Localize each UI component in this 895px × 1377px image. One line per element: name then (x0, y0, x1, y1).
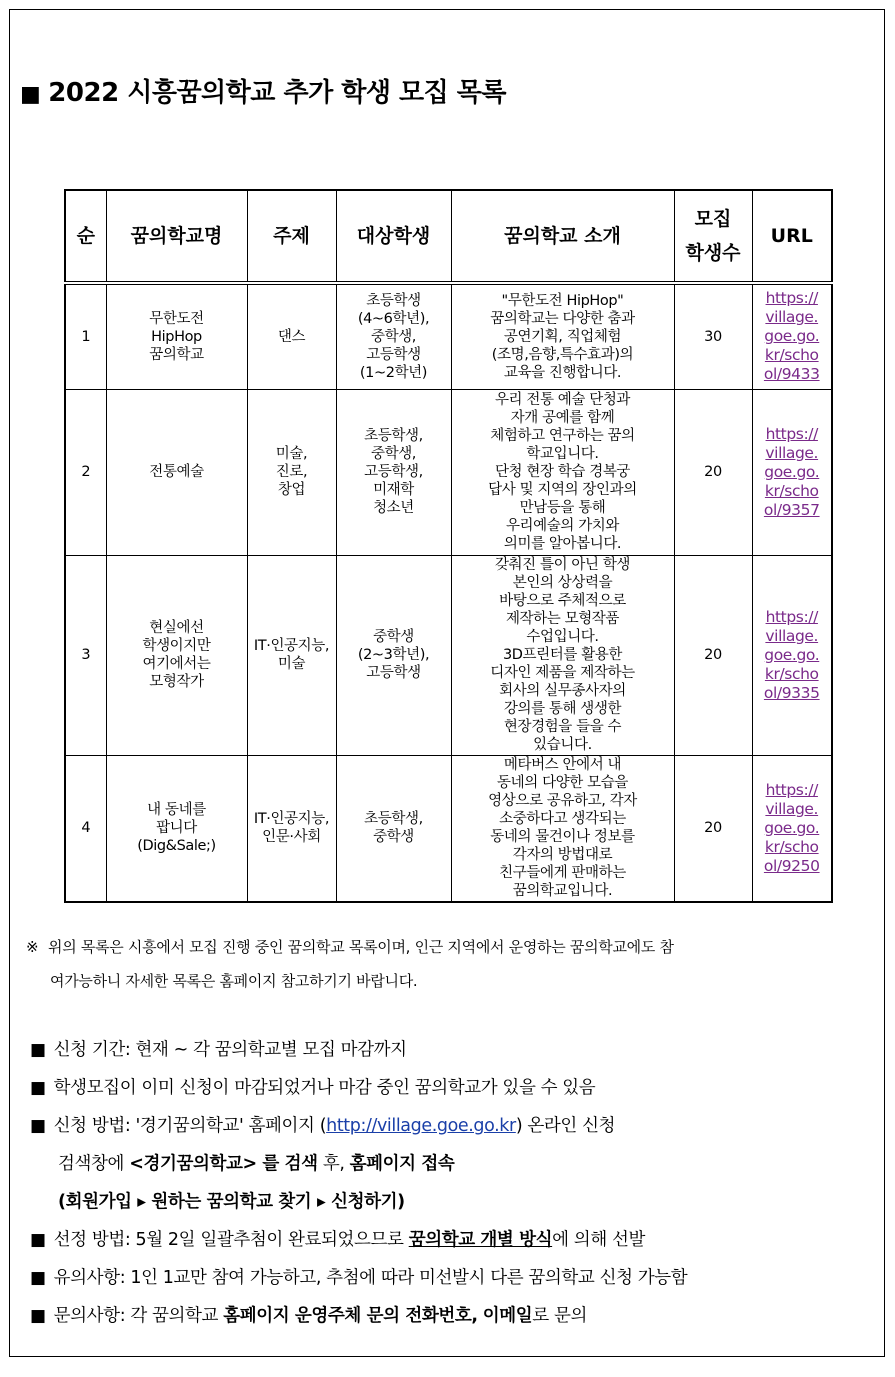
notice-text-2: 여가능하니 자세한 목록은 홈페이지 참고하기기 바랍니다. (50, 972, 418, 990)
school-url-link[interactable]: https:// village. goe.go. kr/scho ol/9335 (763, 607, 820, 702)
school-url-link[interactable]: https:// village. goe.go. kr/scho ol/9433 (763, 289, 820, 384)
school-url-link[interactable]: https:// village. goe.go. kr/scho ol/9357 (763, 424, 820, 519)
row-topic: 미술, 진로, 창업 (247, 389, 336, 555)
info-closing-text: 학생모집이 이미 신청이 마감되었거나 마감 중인 꿈의학교가 있을 수 있음 (53, 1078, 596, 1098)
school-url-link[interactable]: https:// village. goe.go. kr/scho ol/9250 (763, 780, 820, 875)
info-search-prefix: 검색창에 (58, 1154, 130, 1174)
info-selection-prefix: 선정 방법: 5월 2일 일괄추첨이 완료되었으므로 (53, 1230, 409, 1250)
table-row (65, 389, 832, 555)
row-count: 30 (674, 283, 752, 389)
header-no: 순 (65, 190, 106, 283)
row-target: 초등학생, 중학생, 고등학생, 미재학 청소년 (336, 389, 451, 555)
bullet-square-icon: ■ (30, 1040, 46, 1060)
table-header-row (65, 190, 832, 283)
table-row (65, 555, 832, 755)
info-caution-text: 유의사항: 1인 1교만 참여 가능하고, 추첨에 따라 미선발시 다른 꿈의학교 신청 가능함 (53, 1268, 688, 1288)
info-method-prefix: 신청 방법: '경기꿈의학교' 홈페이지 ( (53, 1116, 327, 1136)
bullet-square-icon: ■ (30, 1230, 46, 1250)
row-intro: 우리 전통 예술 단청과 자개 공예를 함께 체험하고 연구하는 꿈의 학교입니다. 단청 현장 학습 경복궁 답사 및 지역의 장인과의 만남등을 통해 우리예술의 가치와 의미를 알아봅니다. (451, 389, 674, 555)
info-selection (30, 1222, 875, 1260)
info-inquiry-bold1: 홈페이지 운영주체 문의 전화번호, (223, 1306, 478, 1326)
row-name: 전통예술 (106, 389, 247, 555)
info-search-keyword: <경기꿈의학교> 를 검색 (129, 1154, 318, 1174)
info-selection-suffix: 에 의해 선발 (552, 1230, 645, 1250)
row-intro: "무한도전 HipHop" 꿈의학교는 다양한 춤과 공연기획, 직업체험 (조명,음향,특수효과)의 교육을 진행합니다. (451, 283, 674, 389)
row-target: 중학생 (2~3학년), 고등학생 (336, 555, 451, 755)
notice-line-1 (26, 930, 871, 964)
info-search-end: 홈페이지 접속 (349, 1154, 455, 1174)
bullet-square-icon: ■ (30, 1306, 46, 1326)
row-topic: IT·인공지능, 미술 (247, 555, 336, 755)
row-url-cell (752, 283, 832, 389)
row-name: 내 동네를 팝니다 (Dig&Sale;) (106, 755, 247, 902)
row-count: 20 (674, 555, 752, 755)
row-count: 20 (674, 755, 752, 902)
header-target: 대상학생 (336, 190, 451, 283)
reference-mark-icon: ※ (26, 938, 39, 956)
info-search-mid: 후, (317, 1154, 350, 1174)
info-period (30, 1032, 875, 1070)
row-url-cell (752, 555, 832, 755)
row-no: 2 (65, 389, 106, 555)
info-closing (30, 1070, 875, 1108)
table-row (65, 283, 832, 389)
bullet-square-icon: ■ (20, 82, 41, 107)
header-name: 꿈의학교명 (106, 190, 247, 283)
school-list-table (64, 189, 833, 903)
header-count: 모집 학생수 (674, 190, 752, 283)
info-method-suffix: ) 온라인 신청 (515, 1116, 616, 1136)
row-no: 3 (65, 555, 106, 755)
row-target: 초등학생, 중학생 (336, 755, 451, 902)
row-target: 초등학생 (4~6학년), 중학생, 고등학생 (1~2학년) (336, 283, 451, 389)
bullet-square-icon: ■ (30, 1116, 46, 1136)
info-inquiry-suffix: 로 문의 (532, 1306, 587, 1326)
info-search (30, 1146, 875, 1184)
bullet-square-icon: ■ (30, 1268, 46, 1288)
page-title-text: 2022 시흥꿈의학교 추가 학생 모집 목록 (48, 78, 507, 108)
notice-text-1: 위의 목록은 시흥에서 모집 진행 중인 꿈의학교 목록이며, 인근 지역에서 운영하는 꿈의학교에도 참 (48, 938, 674, 956)
application-info (30, 1032, 875, 1336)
header-topic: 주제 (247, 190, 336, 283)
row-no: 1 (65, 283, 106, 389)
row-intro: 메타버스 안에서 내 동네의 다양한 모습을 영상으로 공유하고, 각자 소중하다고 생각되는 동네의 물건이나 정보를 각자의 방법대로 친구들에게 판매하는 꿈의학교입니다. (451, 755, 674, 902)
row-name: 현실에선 학생이지만 여기에서는 모형작가 (106, 555, 247, 755)
info-selection-bold: 꿈의학교 개별 방식 (408, 1230, 553, 1250)
row-intro: 갖춰진 틀이 아닌 학생 본인의 상상력을 바탕으로 주체적으로 제작하는 모형작품 수업입니다. 3D프린터를 활용한 디자인 제품을 제작하는 회사의 실무종사자의 강의를 통해 생생한 현장경험을 들을 수 있습니다. (451, 555, 674, 755)
page-title (20, 72, 506, 109)
table-row (65, 755, 832, 902)
village-homepage-link[interactable]: http://village.goe.go.kr (326, 1116, 516, 1136)
info-inquiry (30, 1298, 875, 1336)
row-name: 무한도전 HipHop 꿈의학교 (106, 283, 247, 389)
info-steps: (회원가입 ▸ 원하는 꿈의학교 찾기 ▸ 신청하기) (58, 1192, 405, 1212)
list-notice (26, 930, 871, 998)
row-topic: IT·인공지능, 인문·사회 (247, 755, 336, 902)
header-url: URL (752, 190, 832, 283)
info-caution (30, 1260, 875, 1298)
info-method (30, 1108, 875, 1146)
info-inquiry-prefix: 문의사항: 각 꿈의학교 (53, 1306, 224, 1326)
row-topic: 댄스 (247, 283, 336, 389)
info-period-text: 신청 기간: 현재 ~ 각 꿈의학교별 모집 마감까지 (53, 1040, 407, 1060)
bullet-square-icon: ■ (30, 1078, 46, 1098)
row-count: 20 (674, 389, 752, 555)
info-inquiry-bold2: 이메일 (482, 1306, 533, 1326)
row-no: 4 (65, 755, 106, 902)
header-intro: 꿈의학교 소개 (451, 190, 674, 283)
row-url-cell (752, 389, 832, 555)
row-url-cell (752, 755, 832, 902)
